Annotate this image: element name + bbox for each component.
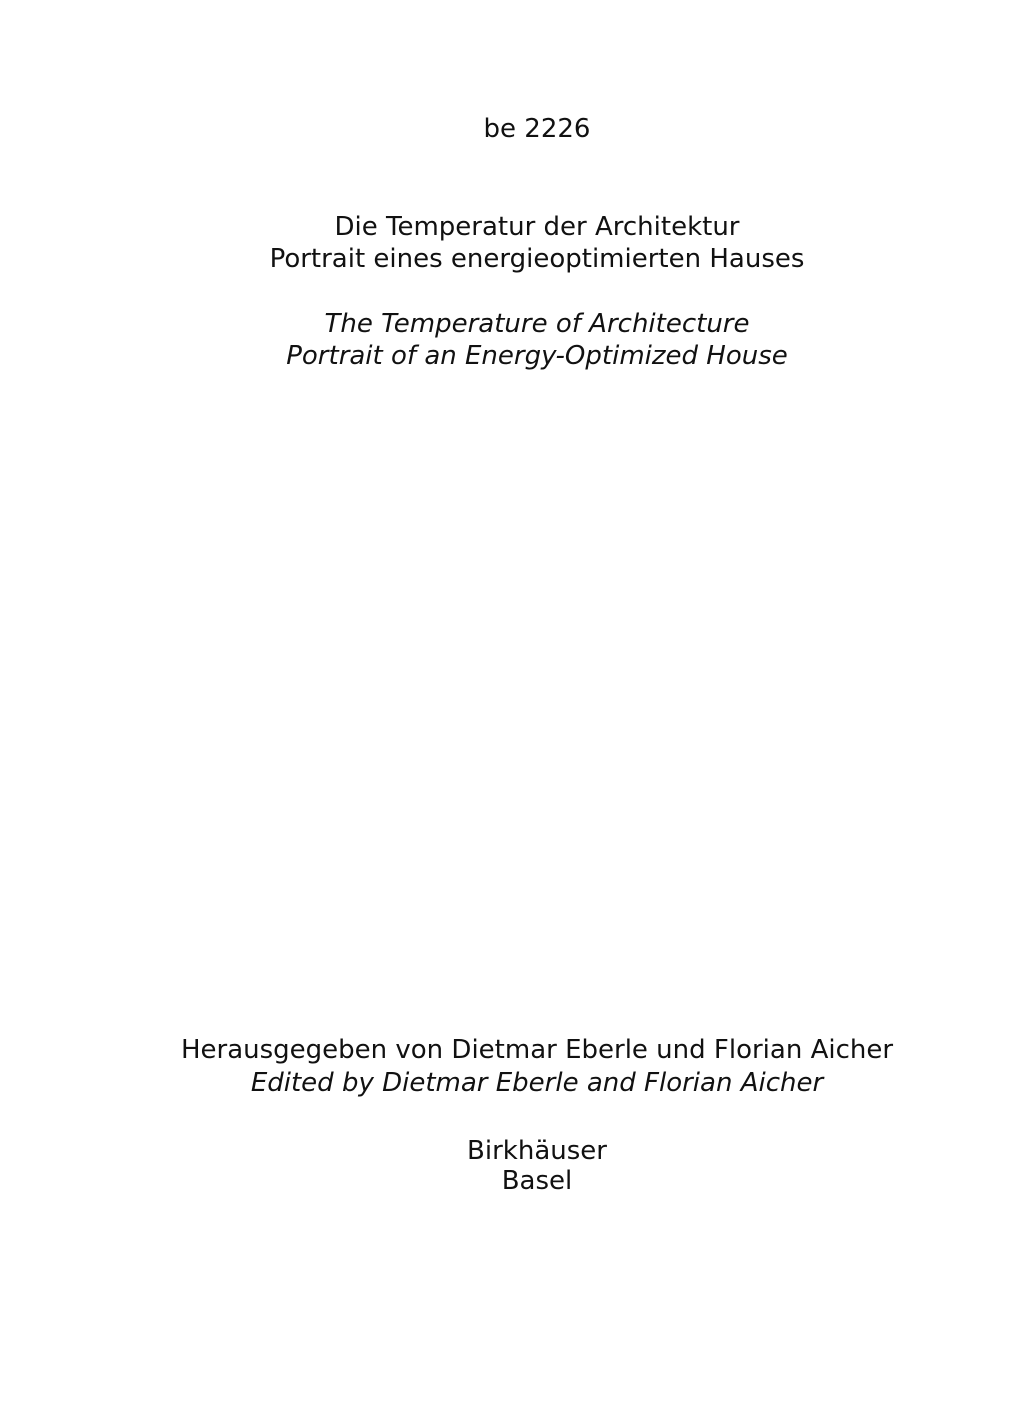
english-title: The Temperature of Architecture bbox=[324, 309, 750, 339]
series-number: be 2226 bbox=[483, 114, 591, 144]
english-subtitle: Portrait of an Energy-Optimized House bbox=[286, 341, 788, 371]
publisher-place: Basel bbox=[501, 1166, 573, 1196]
german-title: Die Temperatur der Architektur bbox=[334, 212, 740, 242]
german-subtitle: Portrait eines energieoptimierten Hauses bbox=[269, 244, 805, 274]
publisher-name: Birkhäuser bbox=[467, 1136, 607, 1166]
editors-english: Edited by Dietmar Eberle and Florian Aicher bbox=[250, 1068, 824, 1098]
editors-german: Herausgegeben von Dietmar Eberle und Florian Aicher bbox=[180, 1035, 894, 1065]
